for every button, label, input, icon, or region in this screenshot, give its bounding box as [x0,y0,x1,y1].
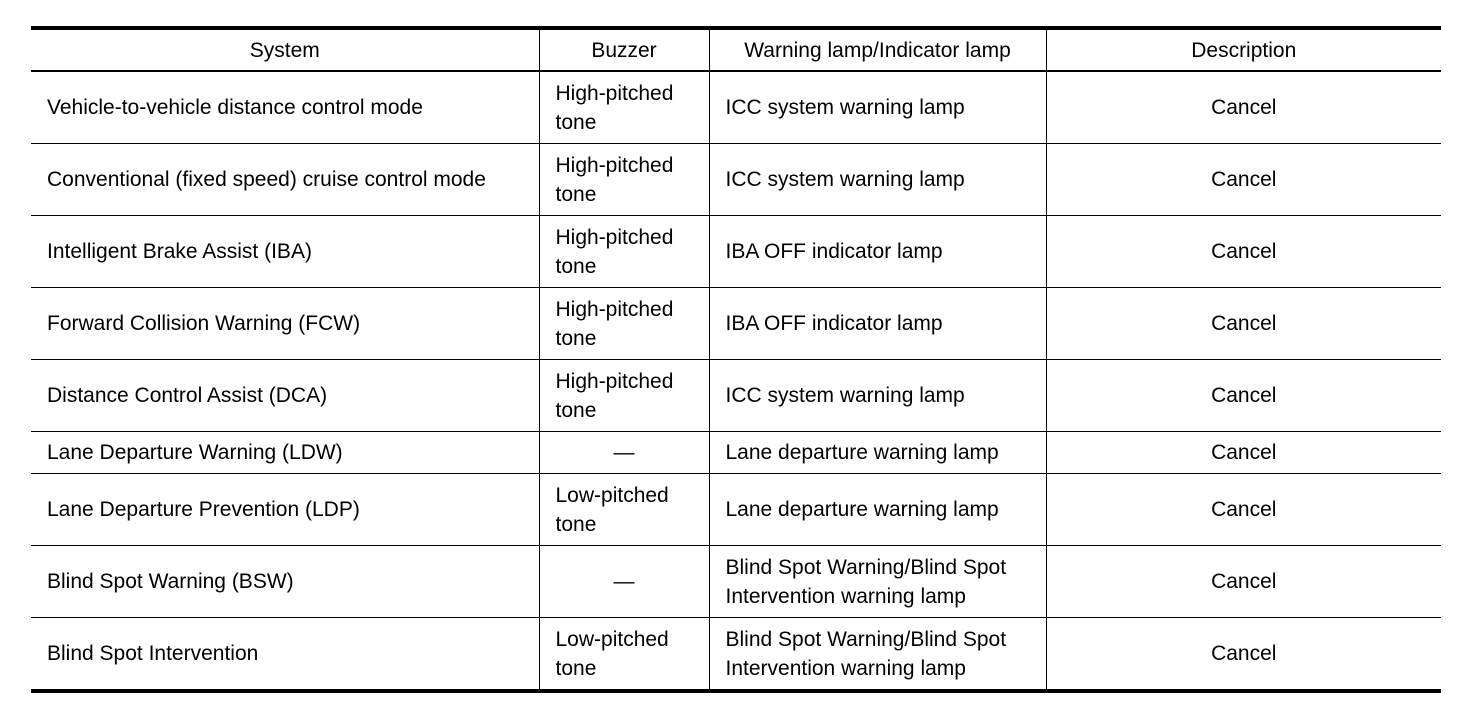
table-row [31,432,1441,474]
cell-system: Lane Departure Prevention (LDP) [31,474,539,546]
warning-systems-table-container [31,26,1441,693]
cell-lamp: IBA OFF indicator lamp [709,288,1046,360]
cell-system: Forward Collision Warning (FCW) [31,288,539,360]
cell-buzzer: High-pitched tone [539,288,709,360]
cell-buzzer: Low-pitched tone [539,474,709,546]
cell-system: Blind Spot Intervention [31,618,539,692]
cell-lamp: Lane departure warning lamp [709,432,1046,474]
cell-description: Cancel [1046,71,1441,144]
cell-description: Cancel [1211,642,1277,665]
cell-buzzer: — [539,432,709,474]
cell-lamp: ICC system warning lamp [709,144,1046,216]
header-system: System [31,28,539,71]
table-row [31,144,1441,216]
header-description: Description [1046,28,1441,71]
cell-buzzer: High-pitched tone [539,216,709,288]
cell-buzzer: Low-pitched tone [539,618,709,692]
cell-lamp: Lane departure warning lamp [709,474,1046,546]
table-row [31,474,1441,546]
cell-buzzer: — [539,546,709,618]
table-row [31,546,1441,618]
table-row [31,618,1441,692]
cell-lamp: Blind Spot Warning/Blind Spot Intervention warning lamp [709,546,1046,618]
cell-description: Cancel [1046,474,1441,546]
cell-description: Cancel [1046,216,1441,288]
header-lamp: Warning lamp/Indicator lamp [709,28,1046,71]
header-buzzer: Buzzer [539,28,709,71]
cell-description: Cancel [1046,360,1441,432]
table-row [31,216,1441,288]
cell-system: Distance Control Assist (DCA) [31,360,539,432]
cell-description: Cancel [1046,546,1441,618]
cell-system: Lane Departure Warning (LDW) [31,432,539,474]
cell-buzzer: High-pitched tone [539,360,709,432]
table-row [31,360,1441,432]
cell-buzzer: High-pitched tone [539,144,709,216]
cell-description: Cancel [1046,144,1441,216]
cell-description: Cancel [1046,432,1441,474]
cell-lamp: ICC system warning lamp [709,71,1046,144]
table-row [31,288,1441,360]
warning-systems-table [31,26,1441,693]
cell-lamp: Blind Spot Warning/Blind Spot Intervention warning lamp [709,618,1046,692]
cell-system: Intelligent Brake Assist (IBA) [31,216,539,288]
cell-lamp: ICC system warning lamp [709,360,1046,432]
table-row [31,71,1441,144]
table-header-row [31,28,1441,71]
cell-system: Conventional (fixed speed) cruise control mode [31,144,539,216]
cell-system: Blind Spot Warning (BSW) [31,546,539,618]
cell-buzzer: High-pitched tone [539,71,709,144]
cell-lamp: IBA OFF indicator lamp [709,216,1046,288]
cell-system: Vehicle-to-vehicle distance control mode [31,71,539,144]
cell-description: Cancel [1046,288,1441,360]
